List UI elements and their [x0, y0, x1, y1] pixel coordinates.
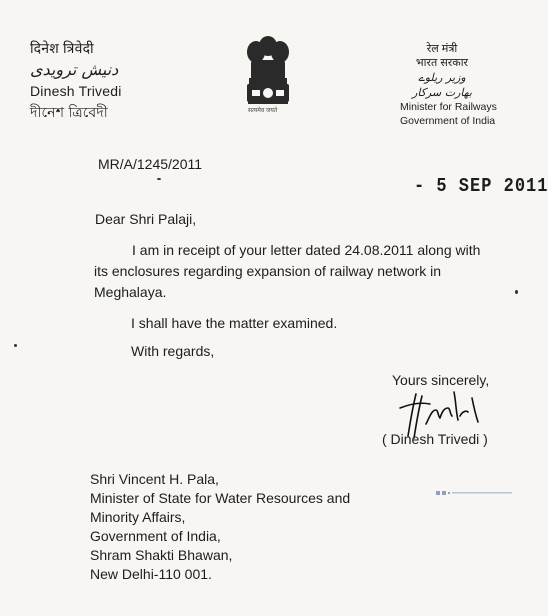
english-name: Dinesh Trivedi — [30, 83, 122, 99]
ink-mark — [515, 290, 518, 294]
addressee-line: New Delhi-110 001. — [90, 566, 212, 582]
bengali-name: দীনেশ ত্রিবেদী — [30, 104, 108, 120]
urdu-govt: بھارت سرکار — [412, 86, 472, 99]
emblem-caption: सत्यमेव जयते — [248, 108, 278, 114]
addressee-line: Minister of State for Water Resources and — [90, 490, 351, 506]
date-stamp: - 5 SEP 2011 — [414, 176, 548, 198]
salutation: Dear Shri Palaji, — [95, 211, 197, 227]
urdu-title: وزیر ریلوے — [418, 71, 466, 84]
addressee-line: Shri Vincent H. Pala, — [90, 471, 219, 487]
body-paragraph-1-text: I am in receipt of your letter dated 24.08.2011 along with its enclosures regarding expansion of railway network in Meghalaya. — [94, 242, 481, 300]
english-govt: Government of India — [400, 115, 496, 127]
ink-mark — [14, 344, 17, 347]
hindi-govt: भारत सरकार — [415, 57, 469, 69]
signatory-name: ( Dinesh Trivedi ) — [382, 431, 488, 447]
letterhead-right — [400, 42, 497, 128]
addressee-block — [90, 470, 350, 584]
addressee-line: Minority Affairs, — [90, 509, 186, 525]
addressee-line: Government of India, — [90, 528, 221, 544]
letterhead-left — [30, 38, 122, 123]
urdu-name: دنیش ترویدی — [30, 60, 119, 79]
ink-mark — [157, 178, 161, 180]
body-paragraph-2: I shall have the matter examined. — [131, 315, 338, 331]
hindi-title: रेल मंत्री — [426, 43, 458, 55]
reference-number: MR/A/1245/2011 — [98, 156, 203, 172]
hindi-name: दिनेश त्रिवेदी — [30, 40, 94, 56]
body-paragraph-1 — [94, 240, 492, 303]
faint-stamp-mark — [436, 488, 516, 498]
closing: With regards, — [131, 343, 215, 359]
addressee-line: Shram Shakti Bhawan, — [90, 547, 233, 563]
yours-sincerely: Yours sincerely, — [392, 372, 490, 388]
english-title: Minister for Railways — [400, 101, 497, 113]
